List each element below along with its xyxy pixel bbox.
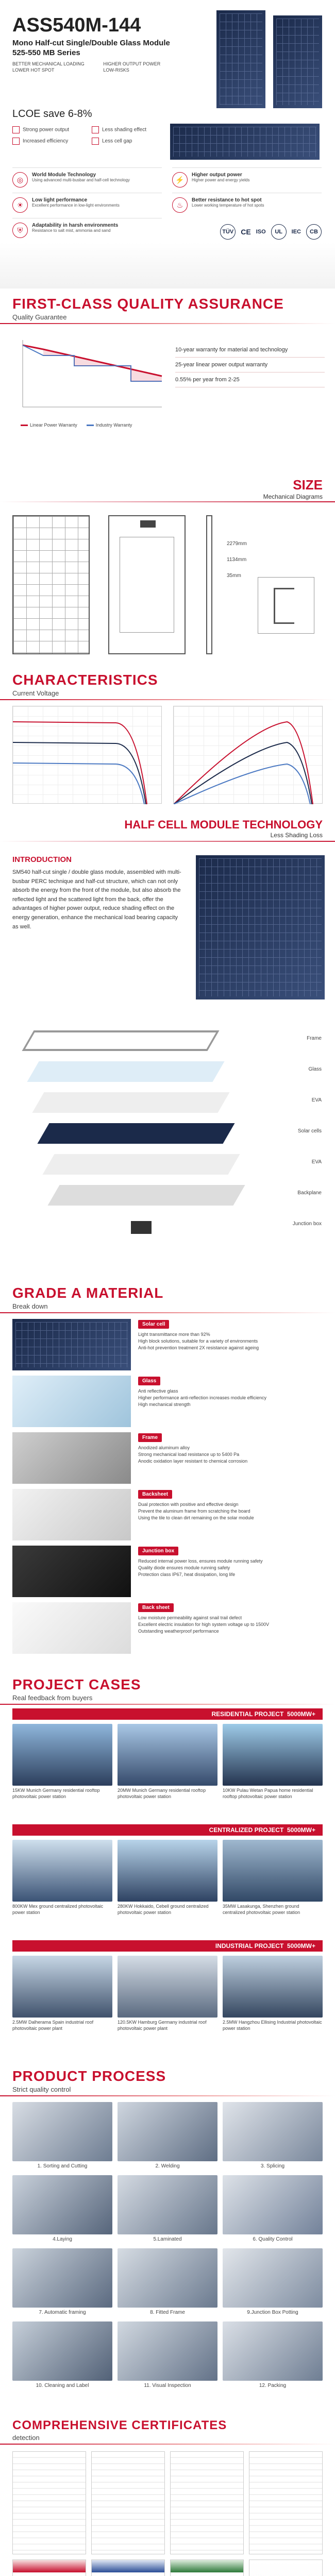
grade-item: Backsheet Dual protection with positive and effective design Prevent the aluminum frame from scratching the board Using the tile to clean dirt remaining on the solar module bbox=[12, 1489, 322, 1546]
pv-curve-chart bbox=[173, 706, 323, 804]
bullet-features bbox=[12, 126, 167, 145]
case-card: 15KW Munich Germany residential rooftop photovoltaic power station bbox=[12, 1724, 112, 1800]
quality-point: 10-year warranty for material and technology bbox=[175, 343, 325, 358]
grade-item-photo bbox=[12, 1546, 131, 1597]
feature-line: BETTER MECHANICAL LOADING bbox=[12, 61, 85, 66]
cert-logo: ISO bbox=[256, 229, 266, 235]
section-title: PROJECT CASES bbox=[12, 1676, 141, 1692]
process-step: 2. Welding bbox=[118, 2102, 217, 2169]
case-card: 35MW Lasakunga, Shenzhen ground centralized photovoltaic power station bbox=[223, 1840, 323, 1916]
exploded-layers bbox=[12, 1020, 322, 1267]
pv-curve bbox=[174, 722, 313, 804]
characteristics-section bbox=[0, 665, 335, 814]
process-step: 10. Cleaning and Label bbox=[12, 2321, 112, 2388]
feature-box: ☀ Low light performance Excellent performance in low-light environments bbox=[12, 193, 162, 213]
feature-box: ◎ World Module Technology Using advanced multi-busbar and half-cell technology bbox=[12, 167, 162, 188]
section-title: HALF CELL MODULE TECHNOLOGY bbox=[124, 818, 323, 831]
case-photo bbox=[12, 1724, 112, 1786]
section-subtitle: Current Voltage bbox=[12, 689, 59, 697]
case-card: 800KW Mex ground centralized photovoltaic power station bbox=[12, 1840, 112, 1916]
process-photo bbox=[118, 2321, 217, 2381]
case-group bbox=[12, 1824, 323, 1940]
feature-box: ⛨ Adaptability in harsh environments Resistance to salt mist, ammonia and sand bbox=[12, 218, 162, 240]
case-card: 2.5MW Dalherama Spain industrial roof photovoltaic power plant bbox=[12, 1956, 112, 2031]
characteristics-title-block bbox=[0, 665, 335, 700]
legend-item: Linear Power Warranty bbox=[21, 422, 77, 428]
grade-item-photo bbox=[12, 1602, 131, 1654]
panel-image-front bbox=[216, 10, 265, 108]
case-group bbox=[12, 1940, 323, 2056]
layer-label: EVA bbox=[311, 1097, 322, 1103]
feature-lines bbox=[12, 61, 170, 73]
bullet-feature: Less shading effect bbox=[92, 126, 167, 133]
grade-item: Solar cell Light transmittance more than 92% High block solutions, suitable for a variety of environments Anti-hot prevention treatment 2X resistance against ageing bbox=[12, 1319, 322, 1376]
layer-label: Frame bbox=[307, 1036, 322, 1041]
process-photo bbox=[12, 2321, 112, 2381]
certificate-image bbox=[12, 2560, 86, 2576]
module-closeup bbox=[170, 124, 320, 160]
case-card: 10KW Pulau Wetan Papua home residential rooftop photovoltaic power station bbox=[223, 1724, 323, 1800]
process-step: 3. Splicing bbox=[223, 2102, 323, 2169]
layer-label: Glass bbox=[308, 1066, 322, 1072]
cert-logo: UL bbox=[271, 224, 287, 240]
process-step: 1. Sorting and Cutting bbox=[12, 2102, 112, 2169]
case-group-bar: INDUSTRIAL PROJECT 5000MW+ bbox=[12, 1940, 323, 1952]
process-step: 12. Packing bbox=[223, 2321, 323, 2388]
panel-image-back bbox=[273, 15, 322, 108]
process-step: 11. Visual Inspection bbox=[118, 2321, 217, 2388]
process-photo bbox=[118, 2248, 217, 2308]
certificate-image bbox=[249, 2560, 323, 2576]
quality-title-block bbox=[0, 289, 335, 324]
warranty-chart bbox=[12, 335, 167, 417]
quality-section bbox=[0, 289, 335, 474]
layer-label: Junction box bbox=[292, 1221, 322, 1227]
grade-items bbox=[12, 1319, 322, 1659]
dimension-labels bbox=[227, 541, 247, 579]
process-title-block bbox=[0, 2061, 335, 2096]
feature-boxes bbox=[12, 167, 322, 240]
process-photo bbox=[223, 2102, 323, 2161]
layer-labels bbox=[249, 1036, 322, 1252]
process-step: 5.Laminated bbox=[118, 2175, 217, 2242]
chart-legend bbox=[21, 422, 132, 428]
case-group-bar: RESIDENTIAL PROJECT 5000MW+ bbox=[12, 1708, 323, 1720]
case-photo bbox=[223, 1956, 323, 2018]
intro-title: INTRODUCTION bbox=[12, 855, 72, 864]
bolt-icon: ⚡ bbox=[172, 172, 188, 188]
certs-title-block bbox=[0, 2411, 335, 2445]
grade-item-photo bbox=[12, 1376, 131, 1427]
grade-item-photo bbox=[12, 1432, 131, 1484]
cases-title-block bbox=[0, 1669, 335, 1705]
cert-logo: CE bbox=[241, 228, 251, 236]
dimension-label: 2279mm bbox=[227, 541, 247, 547]
bullet-feature: Less cell gap bbox=[92, 138, 167, 145]
certificate-image bbox=[249, 2451, 323, 2554]
section-subtitle: Quality Guarantee bbox=[12, 313, 67, 321]
square-icon bbox=[92, 126, 99, 133]
dimension-label: 1134mm bbox=[227, 557, 247, 563]
process-photo bbox=[223, 2175, 323, 2234]
layer-label: EVA bbox=[311, 1159, 322, 1165]
process-photo bbox=[12, 2175, 112, 2234]
square-icon bbox=[92, 138, 99, 145]
grade-item-photo bbox=[12, 1319, 131, 1370]
feature-box: ⚡ Higher output power Higher power and energy yields bbox=[172, 167, 322, 188]
case-photo bbox=[12, 1840, 112, 1902]
case-photo bbox=[223, 1724, 323, 1786]
section-subtitle: Real feedback from buyers bbox=[12, 1694, 93, 1702]
thermometer-icon: ♨ bbox=[172, 197, 188, 213]
junction-box bbox=[140, 520, 156, 528]
globe-icon: ◎ bbox=[12, 172, 28, 188]
grade-item: Frame Anodized aluminum alloy Strong mechanical load resistance up to 5400 Pa Anodic oxidation layer resistant to chemical corrosion bbox=[12, 1432, 322, 1489]
section-title: PRODUCT PROCESS bbox=[12, 2068, 166, 2084]
square-icon bbox=[12, 126, 20, 133]
grade-item: Glass Anti reflective glass Higher performance anti-reflection increases module efficiency High mechanical strength bbox=[12, 1376, 322, 1432]
cert-logo: CB bbox=[306, 224, 322, 240]
layer-label: Solar cells bbox=[297, 1128, 322, 1134]
cases-section bbox=[0, 1669, 335, 2061]
side-profile-drawing bbox=[206, 515, 212, 654]
case-photo bbox=[223, 1840, 323, 1902]
grade-item: Junction box Reduced internal power loss, ensures module running safety Quality diode ensures module running safety Protection class IP67, heat dissipation, long life bbox=[12, 1546, 322, 1602]
process-photo bbox=[223, 2321, 323, 2381]
case-group bbox=[12, 1708, 323, 1824]
case-groups bbox=[12, 1708, 323, 2056]
case-card: 20MW Munich Germany residential rooftop photovoltaic power station bbox=[118, 1724, 217, 1800]
feature-box: ♨ Better resistance to hot spot Lower working temperature of hot spots bbox=[172, 193, 322, 213]
certificate-image bbox=[91, 2451, 165, 2554]
section-subtitle: Break down bbox=[12, 1302, 48, 1310]
process-step: 8. Fitted Frame bbox=[118, 2248, 217, 2315]
section-title: GRADE A MATERIAL bbox=[12, 1285, 164, 1301]
quality-point: 0.55% per year from 2-25 bbox=[175, 372, 325, 387]
case-photo bbox=[118, 1840, 217, 1902]
quality-point: 25-year linear power output warranty bbox=[175, 358, 325, 372]
model-title: ASS540M-144 bbox=[12, 14, 141, 36]
feature-line: HIGHER OUTPUT POWER bbox=[103, 61, 161, 66]
front-view-drawing bbox=[12, 515, 90, 654]
case-photo bbox=[118, 1724, 217, 1786]
legend-item: Industry Warranty bbox=[87, 422, 132, 428]
model-subtitle: Mono Half-cut Single/Double Glass Module bbox=[12, 39, 170, 47]
section-title: SIZE bbox=[293, 477, 323, 493]
warranty-gain-area bbox=[43, 349, 162, 381]
section-title: FIRST-CLASS QUALITY ASSURANCE bbox=[12, 296, 284, 312]
iv-curve bbox=[13, 742, 146, 804]
section-subtitle: Mechanical Diagrams bbox=[263, 493, 323, 500]
grade-item-photo bbox=[12, 1489, 131, 1540]
process-step: 4.Laying bbox=[12, 2175, 112, 2242]
section-subtitle: detection bbox=[12, 2434, 40, 2442]
process-step: 6. Quality Control bbox=[223, 2175, 323, 2242]
iv-curve bbox=[13, 763, 144, 804]
feature-line: LOWER HOT SPOT bbox=[12, 67, 55, 73]
case-card: 2.5MW Hangzhou Ellising Industrial photovoltaic power station bbox=[223, 1956, 323, 2031]
case-photo bbox=[12, 1956, 112, 2018]
feature-line: LOW-RISKS bbox=[103, 67, 129, 73]
cert-logo: TÜV bbox=[220, 224, 236, 240]
process-step: 9.Junction Box Potting bbox=[223, 2248, 323, 2315]
back-view-drawing bbox=[108, 515, 186, 654]
lcoe-text: LCOE save 6-8% bbox=[12, 108, 92, 120]
size-section bbox=[0, 474, 335, 665]
grade-section bbox=[0, 1278, 335, 1669]
process-steps bbox=[12, 2102, 323, 2388]
process-photo bbox=[118, 2175, 217, 2234]
process-step: 7. Automatic framing bbox=[12, 2248, 112, 2315]
halfcell-section bbox=[0, 814, 335, 1278]
bullet-feature: Increased efficiency bbox=[12, 138, 88, 145]
process-photo bbox=[118, 2102, 217, 2161]
intro-text: SM540 half-cut single / double glass module, assembled with multi-busbar PERC technique and half-cut structure, which can not only absorb the energy from the front of the module, but also absorb the reflected light and the scattered light from the back, offer the advantages of higher power output, reduce shading effect on the energy generation, enhance the mechanical load bearing capacity as well. bbox=[12, 869, 181, 930]
process-photo bbox=[12, 2248, 112, 2308]
frame-profile-detail bbox=[258, 577, 314, 634]
sun-icon: ☀ bbox=[12, 197, 28, 213]
certificate-image bbox=[170, 2560, 244, 2576]
layer-label: Backplane bbox=[297, 1190, 322, 1196]
quality-points bbox=[175, 343, 325, 387]
iv-curve-chart bbox=[12, 706, 162, 804]
section-subtitle: Less Shading Loss bbox=[270, 832, 323, 839]
grade-title-block bbox=[0, 1278, 335, 1313]
section-title: CHARACTERISTICS bbox=[12, 672, 158, 688]
case-card: 280KW Hokkaido, Cebell ground centralized photovoltaic power station bbox=[118, 1840, 217, 1916]
halfcell-panel-image bbox=[196, 855, 325, 999]
case-card: 120.5KW Hamburg Germany industrial roof photovoltaic power plant bbox=[118, 1956, 217, 2031]
section-subtitle: Strict quality control bbox=[12, 2086, 71, 2093]
certificate-image bbox=[91, 2560, 165, 2576]
header-section bbox=[0, 0, 335, 289]
grade-item: Back sheet Low moisture permeability against snail trail defect Excellent electric insulation for high system voltage up to 1500V Outstanding weatherproof performance bbox=[12, 1602, 322, 1659]
square-icon bbox=[12, 138, 20, 145]
certificate-images bbox=[12, 2451, 323, 2576]
case-photo bbox=[118, 1956, 217, 2018]
dimension-label: 35mm bbox=[227, 573, 241, 579]
cert-logo: IEC bbox=[291, 229, 301, 235]
bullet-feature: Strong power output bbox=[12, 126, 88, 133]
case-group-bar: CENTRALIZED PROJECT 5000MW+ bbox=[12, 1824, 323, 1836]
certificate-image bbox=[170, 2451, 244, 2554]
process-section bbox=[0, 2061, 335, 2411]
shield-icon: ⛨ bbox=[12, 223, 28, 238]
certification-logos bbox=[172, 218, 322, 240]
certs-section bbox=[0, 2411, 335, 2576]
section-title: COMPREHENSIVE CERTIFICATES bbox=[12, 2418, 227, 2432]
process-photo bbox=[223, 2248, 323, 2308]
model-series: 525-550 MB Series bbox=[12, 48, 80, 57]
certificate-image bbox=[12, 2451, 86, 2554]
process-photo bbox=[12, 2102, 112, 2161]
